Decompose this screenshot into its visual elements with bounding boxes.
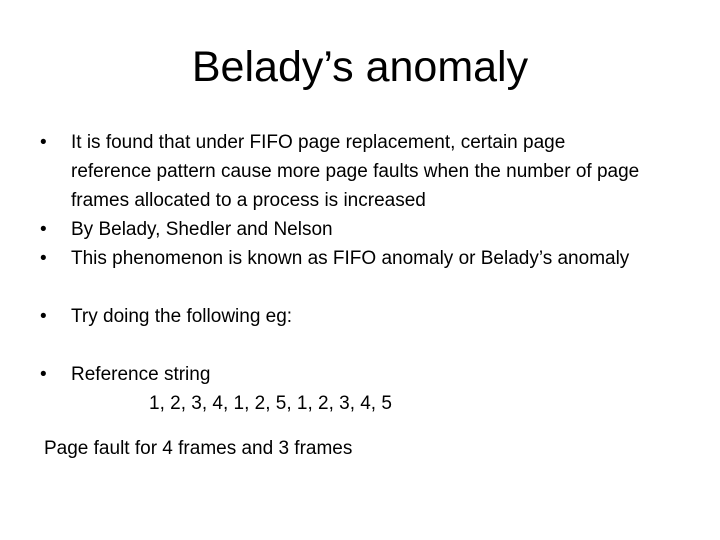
slide-body xyxy=(40,128,680,418)
bullet-icon: • xyxy=(40,248,47,269)
bullet-item xyxy=(40,215,680,244)
bullet-line: By Belady, Shedler and Nelson xyxy=(71,219,333,240)
bullet-icon: • xyxy=(40,306,47,327)
bullet-line: Reference string xyxy=(71,364,211,385)
bullet-item xyxy=(40,244,680,273)
bullet-icon: • xyxy=(40,219,47,240)
bullet-line: frames allocated to a process is increased xyxy=(71,190,426,211)
footer-text: Page fault for 4 frames and 3 frames xyxy=(44,438,353,459)
bullet-icon: • xyxy=(40,132,47,153)
bullet-line: Try doing the following eg: xyxy=(71,306,293,327)
reference-string: 1, 2, 3, 4, 1, 2, 5, 1, 2, 3, 4, 5 xyxy=(149,393,392,414)
bullet-item xyxy=(40,302,680,331)
bullet-icon: • xyxy=(40,364,47,385)
bullet-line: reference pattern cause more page faults when the number of page xyxy=(71,161,640,182)
spacer xyxy=(40,331,680,360)
slide-title: Belady’s anomaly xyxy=(191,43,529,91)
bullet-line: This phenomenon is known as FIFO anomaly or Belady’s anomaly xyxy=(71,248,630,269)
bullet-line: It is found that under FIFO page replacement, certain page xyxy=(71,132,566,153)
bullet-item xyxy=(40,128,680,215)
bullet-item xyxy=(40,360,680,418)
spacer xyxy=(40,273,680,302)
